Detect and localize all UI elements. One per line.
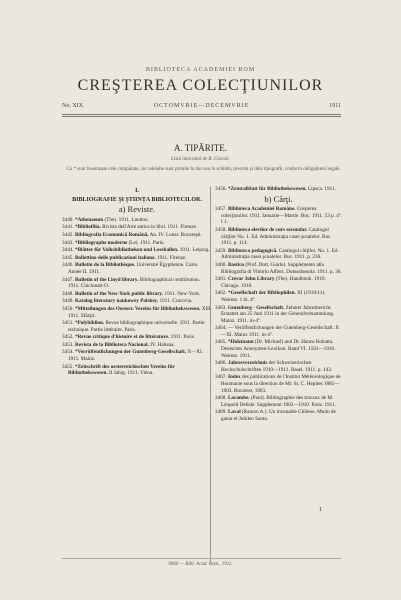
subheading-carti: b) Cărţi. bbox=[264, 193, 293, 204]
entry-number: 3440. bbox=[62, 216, 74, 223]
list-item bbox=[62, 240, 212, 247]
entry-number: 3467. bbox=[215, 374, 227, 381]
entry-number: 3444. bbox=[62, 247, 74, 254]
entry-detail: Zehnter Jahresbericht. Erstattet am 25 Juni 1911 in der Generalversammlung. Mainz. 1911. in-4º. bbox=[221, 304, 335, 324]
entry-number: 3442. bbox=[62, 231, 74, 238]
list-item bbox=[62, 255, 212, 262]
entry-title: Crerar John Library bbox=[227, 276, 275, 283]
list-item bbox=[215, 276, 342, 289]
list-item bbox=[62, 232, 212, 239]
left-column bbox=[62, 186, 212, 378]
entry-title: Bulletin of the New-York public library. bbox=[74, 290, 164, 297]
entry-number: 3446. bbox=[62, 262, 74, 269]
entry-number: 3463. bbox=[215, 304, 227, 311]
library-header: BIBLIOTECA ACADEMIEI ROM bbox=[145, 67, 256, 73]
entry-title: *Verröffentlichungen der Gutenberg-Gesellschaft. bbox=[74, 349, 187, 356]
entry-title: *Holzmann bbox=[227, 339, 254, 346]
entry-number: 3461. bbox=[215, 276, 227, 283]
list-item bbox=[215, 206, 342, 226]
issue-number: No. XIX. bbox=[62, 103, 85, 109]
section-note: Cu * sunt însemnate cele cumpărate, iar celelalte sunt primite în dar sau în schimb, precum şi dela tipografii, conform obligaţiunii legale. bbox=[66, 167, 341, 172]
entry-detail: Catalogul cărţilor. No. 1. Ed. Administraţia casei şcoalelor. Buc. 1911. p. 236. bbox=[221, 247, 339, 261]
entry-number: 3450. bbox=[62, 305, 74, 312]
entry-number: 3456. bbox=[215, 186, 227, 192]
list-item bbox=[215, 374, 342, 394]
entry-title: Gutenberg - Gesellschaft. bbox=[227, 304, 285, 311]
entry-detail: 1911. New-York. bbox=[163, 290, 201, 297]
entry-number: 3455. bbox=[62, 363, 74, 370]
entry-detail: der Schweizerischen Hochschulschriften 1910—1911. Basel. 1911. p. 143. bbox=[221, 360, 333, 373]
entry-title: *Bibliographe moderne bbox=[74, 239, 128, 246]
entry-detail: XI (1910/11). Weimar. 1 br. 4º. bbox=[221, 290, 326, 303]
entry-detail: Bibliographical contribution. 1911. Cincinnati-O. bbox=[68, 276, 201, 290]
entry-title: Revista de la Biblioteca Nacional. bbox=[74, 341, 149, 348]
entry-title: Biblioteca elevilor de curs secundar. bbox=[227, 226, 308, 233]
entry-detail: Rivista dell'Arte antica in libri. 1911. Firenze. bbox=[100, 224, 198, 231]
entry-number: 3443. bbox=[62, 239, 74, 246]
entry-title: Laval bbox=[227, 409, 241, 416]
entry-number: 3459. bbox=[215, 247, 227, 254]
entry-number: 3465. bbox=[215, 339, 227, 346]
entry-title: *Athenaeum bbox=[74, 216, 104, 223]
list-item bbox=[215, 248, 342, 261]
entry-number: 3464. bbox=[215, 325, 227, 332]
entry-number: 3454. bbox=[62, 349, 74, 356]
subheading-reviste: a) Reviste. bbox=[118, 204, 156, 215]
entry-detail: (Paul). Bibliographie des travaux de M. Léopold Delisle. Supplement 1902—1910. Paris. 1911. bbox=[221, 395, 336, 408]
entry-detail: 1911. Paris. bbox=[169, 334, 196, 341]
chapter-number: I. bbox=[135, 188, 139, 194]
entry-title: *Bibliofilia. bbox=[74, 224, 101, 231]
entry-title: *Revue critique d'histoire et de littérature. bbox=[74, 334, 170, 341]
right-entries-list bbox=[215, 206, 342, 422]
entry-number: 3445. bbox=[62, 254, 74, 261]
entry-detail: (Ramon A.). Un incunable Chileno. Modo de ganar el Jubileo Santo. bbox=[221, 409, 336, 422]
entry-detail: Université Égyptienne. Cairo. Année II. 1911. bbox=[68, 262, 199, 275]
entry-title: Bollettino delle publicazioni italiane. bbox=[74, 254, 156, 261]
entry-detail: 1911. Firenze. bbox=[155, 254, 187, 261]
list-item bbox=[62, 320, 212, 333]
entry-detail: II Jahrg. 1911. Viena. bbox=[107, 370, 154, 377]
entry-title: Bibliografia Economică Română. bbox=[74, 231, 149, 238]
entry-title: Biblioteca Academiei Române. bbox=[227, 206, 296, 213]
entry-detail: Creşterea colecţiunilor. 1911. Ianuarie—Martie. Buc. 1911. 53 p. 4º. I 1. bbox=[221, 206, 342, 226]
list-item bbox=[62, 349, 212, 362]
entry-number: 3468. bbox=[215, 395, 227, 402]
entry-detail: (Dr. Michael) und Dr. Hanns Bohatta. Deutsches Anonymen-Lexikon. Band VI. 1501—1910. Weimar. 1911. bbox=[221, 339, 336, 359]
entry-number: 3462. bbox=[215, 290, 227, 297]
page-title: CREŞTEREA COLECŢIUNILOR bbox=[77, 77, 324, 94]
entry-title: *Blätter für Volksbibliotheken und Lesehallen. bbox=[74, 247, 179, 254]
entry-number: 3458. bbox=[215, 226, 227, 233]
entry-title: *Polybiblion. bbox=[74, 320, 105, 327]
list-item bbox=[62, 224, 212, 231]
column-divider bbox=[210, 186, 211, 562]
entry-number: 3457. bbox=[215, 206, 227, 213]
list-item bbox=[62, 334, 212, 341]
list-item bbox=[215, 262, 342, 275]
page-number: 1 bbox=[319, 507, 322, 513]
entry-title: *Mitteilungen des Oesterr. Vereins für Bibliothekswesen. bbox=[74, 305, 201, 312]
entry-detail: 1911. Cracovia. bbox=[158, 298, 193, 305]
entry-number: 3460. bbox=[215, 261, 227, 268]
list-item bbox=[215, 409, 342, 422]
list-item bbox=[215, 186, 342, 193]
list-item bbox=[215, 227, 342, 247]
list-item bbox=[62, 291, 212, 298]
entry-detail: An. IV. Lunar. Bucureşti. bbox=[148, 231, 202, 238]
issue-period: OCTOMVRIE—DECEMVRIE bbox=[153, 103, 250, 109]
entry-number: 3449. bbox=[62, 298, 74, 305]
list-item bbox=[215, 360, 342, 373]
entry-title: Jahresverzeichnis bbox=[227, 360, 268, 367]
entry-detail: (The). Handbook. 1910. Chicago. 1910. bbox=[221, 276, 326, 289]
entry-detail: IV. Habana. bbox=[148, 341, 175, 348]
entry-detail: Revue bibliographique universelle. 1911. Partie technique. Partie littéraire. Paris. bbox=[68, 320, 205, 333]
entry-title: *Gesellschaft der Bibliophilen. bbox=[227, 290, 296, 297]
list-item bbox=[215, 325, 342, 338]
section-title: A. TIPĂRITE. bbox=[173, 143, 228, 153]
list-item bbox=[62, 277, 212, 290]
entry-detail: Lipsca. 1911. bbox=[306, 186, 336, 192]
list-item bbox=[62, 342, 212, 349]
list-item bbox=[62, 247, 212, 254]
entry-number: 3447. bbox=[62, 276, 74, 283]
entry-number: 3453. bbox=[62, 341, 74, 348]
chapter-heading: BIBLIOGRAFIE ŞI ŞTIINŢA BIBLIOTECILOR. bbox=[72, 196, 202, 203]
entry-number: 3448. bbox=[62, 290, 74, 297]
entry-detail: XIII. 1911. Sfârşit. bbox=[68, 305, 212, 319]
entry-title: *Zentralblatt für Bibliothekswesen. bbox=[227, 186, 307, 192]
entry-title: Bulletin de la Bibliothèque. bbox=[74, 262, 136, 269]
entry-title: *Zeitschrift des oesterreichischen Vereins für Bibliothekswesen. bbox=[68, 363, 175, 377]
entry-title: Bulletin of the Lloyd library. bbox=[74, 276, 139, 283]
entry-detail: (Prof. Dott. Guido). Supplemento alla Bibliografia di Vittorio Alfieri. Domodossola. 1911. p. 36. bbox=[221, 261, 342, 275]
footer-note: 9060 — Bibl. Acad. Rom., 1911. bbox=[168, 562, 233, 567]
issue-year: 1911 bbox=[329, 103, 341, 109]
list-item bbox=[215, 290, 342, 303]
list-item bbox=[62, 217, 212, 224]
footer-rule bbox=[62, 558, 341, 559]
entry-title: Bastico bbox=[227, 261, 245, 268]
list-item bbox=[62, 306, 212, 319]
entry-title: Biblioteca pedagogică. bbox=[227, 247, 278, 254]
list-item bbox=[215, 395, 342, 408]
entry-title: Katalog literatury naukowey Polskey. bbox=[74, 298, 159, 305]
section-compiler: Listă întocmită de R. Cioculi. bbox=[171, 157, 230, 162]
header-rule-double bbox=[62, 116, 341, 117]
list-item bbox=[215, 339, 342, 359]
entry-detail: Catalogul cărţilor No. 1. Ed. Administraţia casei şcoalelor. Buc. 1911. p. 114. bbox=[221, 226, 332, 247]
entry-number: 3466. bbox=[215, 360, 227, 367]
entry-number: 3469. bbox=[215, 409, 227, 416]
entry-number: 3441. bbox=[62, 224, 74, 231]
entry-detail: — Veröffentlichungen der Gutenberg-Gesellschaft. X—XI. Mainz 1911. in-4º. bbox=[221, 325, 340, 338]
left-entries-list bbox=[62, 217, 212, 377]
entry-detail: des publications de l'Institut Météorologique de Roumanie sous la direction de Mr. St. C. Hepites 1885—1903. Bucarest, 1903. bbox=[221, 374, 341, 394]
list-item bbox=[62, 364, 212, 377]
entry-number: 3451. bbox=[62, 320, 74, 327]
list-item bbox=[62, 298, 212, 305]
entry-detail: 1911. Leipzig. bbox=[178, 247, 210, 254]
entry-detail: (Le). 1911. Paris. bbox=[127, 239, 165, 246]
entry-detail: X—XI. 1911. Mainz. bbox=[68, 349, 204, 363]
list-item bbox=[62, 262, 212, 275]
entry-detail: (The). 1911. London. bbox=[103, 216, 149, 223]
entry-title: Index bbox=[227, 374, 241, 381]
entry-number: 3452. bbox=[62, 334, 74, 341]
list-item bbox=[215, 305, 342, 325]
right-column bbox=[215, 186, 342, 424]
entry-title: Lacombe. bbox=[227, 395, 250, 402]
header-rule bbox=[62, 114, 341, 115]
